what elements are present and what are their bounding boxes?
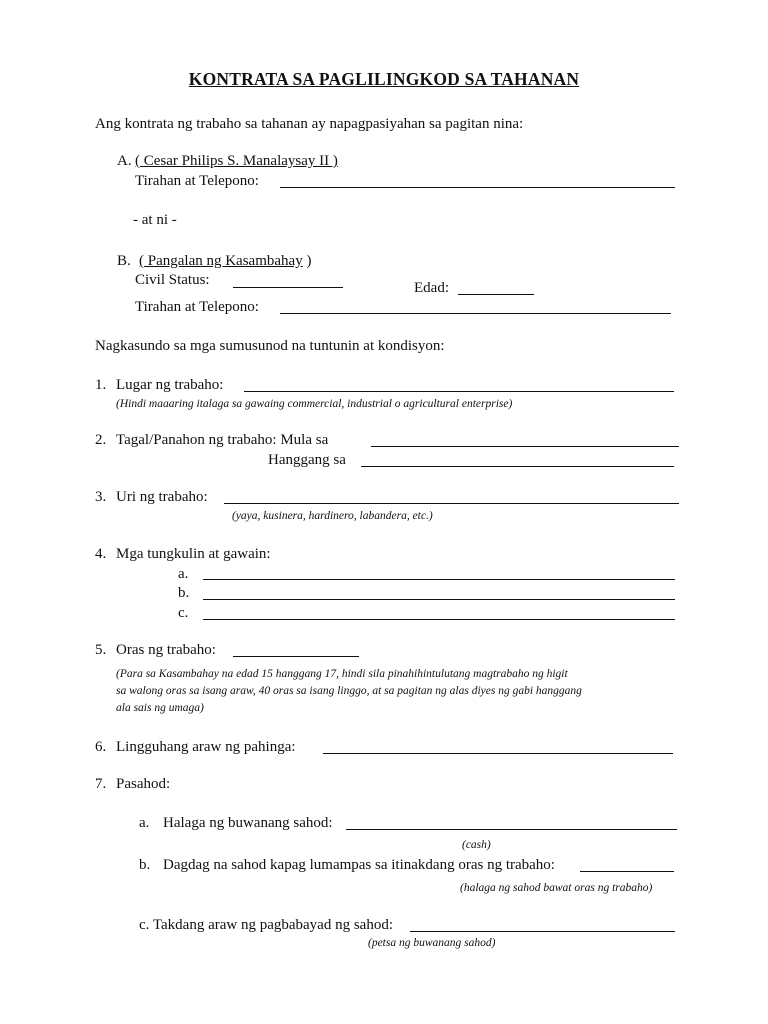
item-3-number: 3.	[95, 489, 107, 505]
item-7-label: Pasahod:	[116, 776, 171, 792]
civil-status-field[interactable]	[233, 287, 343, 288]
party-a-marker: A.	[117, 153, 132, 169]
civil-status-label: Civil Status:	[135, 272, 210, 288]
item-4-label: Mga tungkulin at gawain:	[116, 546, 271, 562]
item-7-number: 7.	[95, 776, 107, 792]
period-until-field[interactable]	[361, 466, 674, 467]
item-3-note: (yaya, kusinera, hardinero, labandera, etc.)	[232, 510, 433, 522]
payday-field[interactable]	[410, 931, 675, 932]
payday-label: c. Takdang araw ng pagbabayad ng sahod:	[139, 917, 394, 933]
party-b-name	[139, 254, 311, 269]
age-label: Edad:	[414, 280, 449, 296]
party-b-marker: B.	[117, 253, 131, 269]
overtime-wage-label: Dagdag na sahod kapag lumampas sa itinakdang oras ng trabaho:	[163, 857, 555, 873]
age-field[interactable]	[458, 294, 534, 295]
separator-text: - at ni -	[133, 212, 177, 228]
party-a-address-field[interactable]	[280, 187, 675, 188]
duty-a-marker: a.	[178, 566, 189, 582]
item-6-number: 6.	[95, 739, 107, 755]
work-location-field[interactable]	[244, 391, 674, 392]
party-b-name-close: )	[306, 253, 312, 269]
item-5-note-line-3: ala sais ng umaga)	[116, 702, 204, 714]
intro-text: Ang kontrata ng trabaho sa tahanan ay napagpasiyahan sa pagitan nina:	[95, 116, 524, 132]
monthly-wage-note: (cash)	[462, 839, 491, 851]
item-3-label: Uri ng trabaho:	[116, 489, 208, 505]
item-5-note-line-2: sa walong oras sa isang araw, 40 oras sa isang linggo, at sa pagitan ng alas diyes ng gabi hanggang	[116, 685, 582, 697]
monthly-wage-field[interactable]	[346, 829, 677, 830]
item-1-label: Lugar ng trabaho:	[116, 377, 224, 393]
item-5-label: Oras ng trabaho:	[116, 642, 216, 658]
wage-b-marker: b.	[139, 857, 151, 873]
duty-c-field[interactable]	[203, 619, 675, 620]
item-1-number: 1.	[95, 377, 107, 393]
overtime-wage-field[interactable]	[580, 871, 674, 872]
party-a-name: ( Cesar Philips S. Manalaysay II )	[135, 153, 338, 169]
rest-day-field[interactable]	[323, 753, 673, 754]
document-title: KONTRATA SA PAGLILINGKOD SA TAHANAN	[188, 69, 580, 89]
monthly-wage-label: Halaga ng buwanang sahod:	[163, 815, 333, 831]
item-4-number: 4.	[95, 546, 107, 562]
item-5-number: 5.	[95, 642, 107, 658]
wage-a-marker: a.	[139, 815, 150, 831]
item-1-note: (Hindi maaaring italaga sa gawaing commercial, industrial o agricultural enterprise)	[116, 398, 513, 410]
duty-b-marker: b.	[178, 585, 190, 601]
party-a-address-label: Tirahan at Telepono:	[135, 173, 259, 189]
terms-intro: Nagkasundo sa mga sumusunod na tuntunin at kondisyon:	[95, 338, 445, 354]
duty-a-field[interactable]	[203, 579, 675, 580]
period-from-field[interactable]	[371, 446, 679, 447]
overtime-wage-note: (halaga ng sahod bawat oras ng trabaho)	[460, 882, 653, 894]
item-2-until-label: Hanggang sa	[268, 452, 346, 468]
duty-c-marker: c.	[178, 605, 189, 621]
item-5-note-line-1: (Para sa Kasambahay na edad 15 hanggang 17, hindi sila pinahihintulutang magtrabaho ng higit	[116, 668, 568, 680]
item-2-number: 2.	[95, 432, 107, 448]
duty-b-field[interactable]	[203, 599, 675, 600]
work-hours-field[interactable]	[233, 656, 359, 657]
work-type-field[interactable]	[224, 503, 679, 504]
item-2-label: Tagal/Panahon ng trabaho: Mula sa	[116, 432, 329, 448]
payday-note: (petsa ng buwanang sahod)	[368, 937, 496, 949]
party-b-address-label: Tirahan at Telepono:	[135, 299, 259, 315]
item-6-label: Lingguhang araw ng pahinga:	[116, 739, 296, 755]
party-b-name-text: ( Pangalan ng Kasambahay	[139, 253, 303, 269]
party-b-address-field[interactable]	[280, 313, 671, 314]
